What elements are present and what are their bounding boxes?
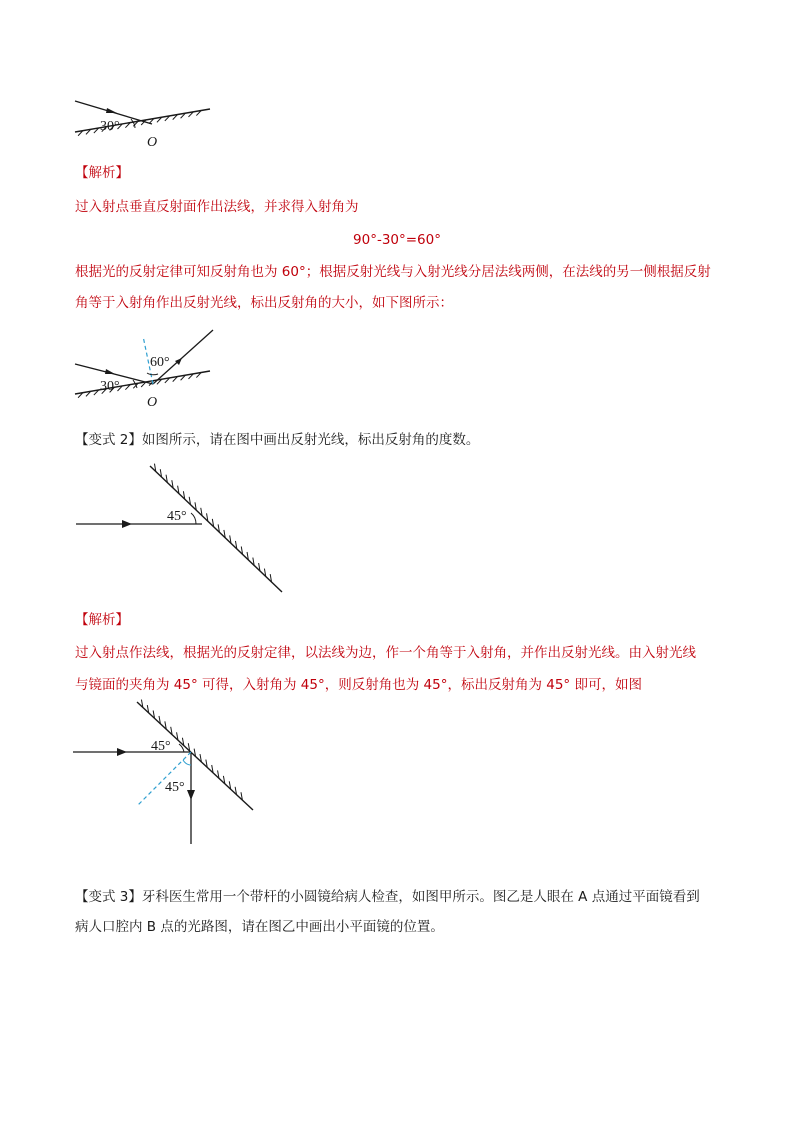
fig2-point-label: O (147, 395, 158, 410)
analysis1-formula: 90°-30°=60° (353, 232, 441, 248)
variant3-line1: 【变式 3】牙科医生常用一个带杆的小圆镜给病人检查，如图甲所示。图乙是人眼在 A 点通过平面镜看到 (75, 889, 700, 905)
fig1-angle-label: 30° (100, 119, 120, 134)
variant3-line2: 病人口腔内 B 点的光路图，请在图乙中画出小平面镜的位置。 (75, 919, 444, 935)
figure-reflection-45 (65, 696, 265, 856)
analysis1-line1: 过入射点垂直反射面作出法线，并求得入射角为 (75, 199, 359, 215)
fig2-incident-label: 30° (100, 379, 120, 394)
variant2-question: 【变式 2】如图所示，请在图中画出反射光线，标出反射角的度数。 (75, 432, 480, 448)
fig3-angle-label: 45° (167, 509, 187, 524)
analysis2-line2: 与镜面的夹角为 45° 可得，入射角为 45°，则反射角也为 45°，标出反射角为 45° 即可，如图 (75, 677, 642, 693)
fig2-reflect-label: 60° (150, 355, 170, 370)
fig4-top-label: 45° (151, 739, 171, 754)
analysis1-heading: 【解析】 (75, 165, 129, 181)
figure-mirror-45 (70, 458, 300, 598)
analysis2-heading: 【解析】 (75, 612, 129, 628)
analysis1-line2: 根据光的反射定律可知反射角也为 60°；根据反射光线与入射光线分居法线两侧，在法线的另一侧根据反射 (75, 264, 711, 280)
figure-reflection-60 (65, 322, 225, 412)
analysis1-line3: 角等于入射角作出反射光线，标出反射角的大小，如下图所示： (75, 295, 453, 311)
fig4-bottom-label: 45° (165, 780, 185, 795)
analysis2-line1: 过入射点作法线，根据光的反射定律，以法线为边，作一个角等于入射角，并作出反射光线。由入射光线 (75, 645, 696, 661)
fig1-point-label: O (147, 135, 158, 150)
figure-incident-ray-30 (65, 92, 225, 152)
